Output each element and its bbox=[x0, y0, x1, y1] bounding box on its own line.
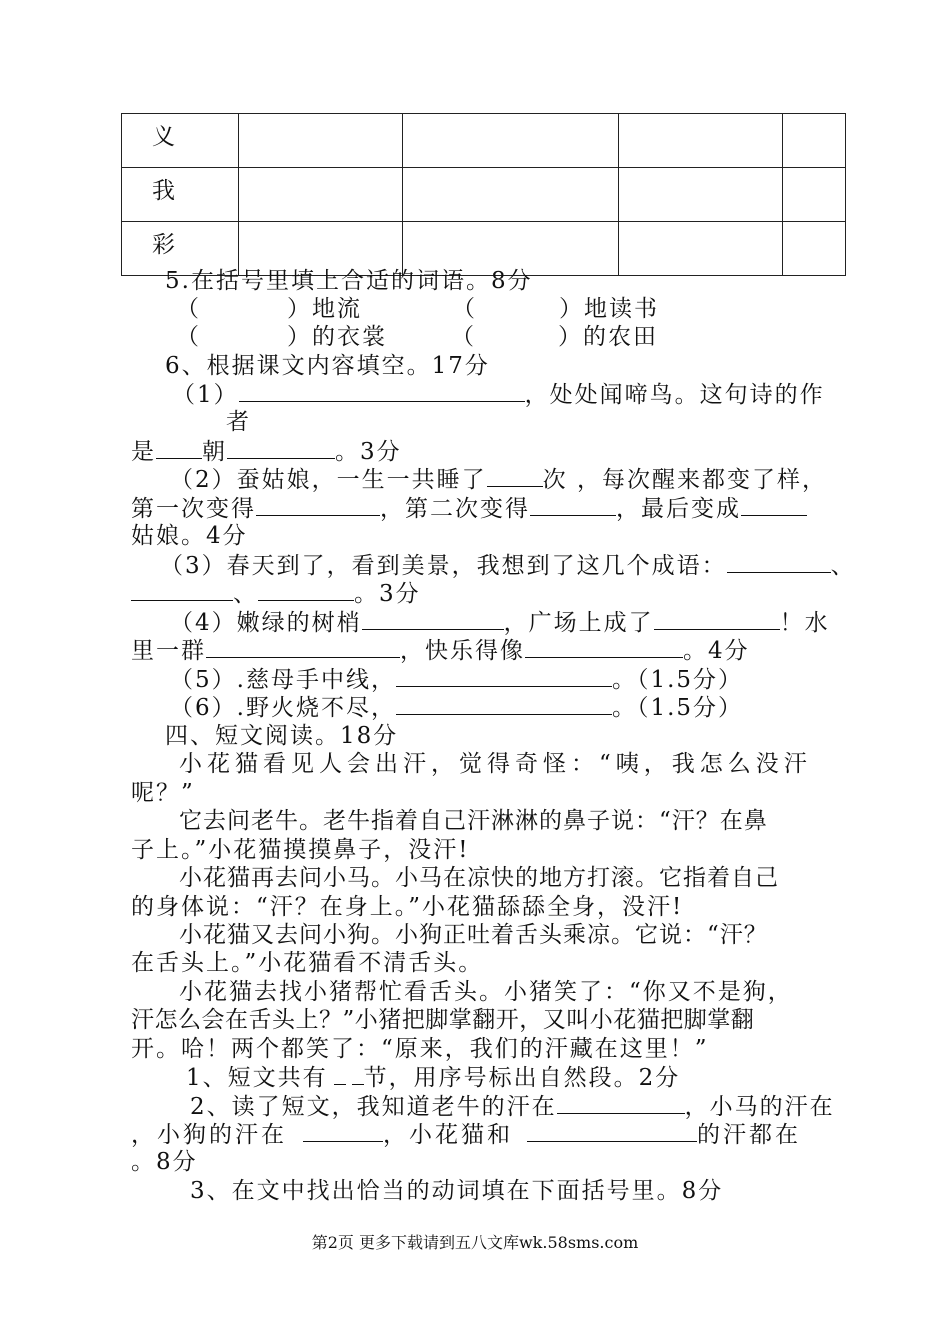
answer-cell[interactable] bbox=[619, 114, 783, 168]
blank-line[interactable] bbox=[239, 379, 525, 402]
q6-text: （6）.野火烧不尽， bbox=[170, 695, 396, 721]
q6-line bbox=[170, 607, 830, 638]
s4-q2-text: 。8分 bbox=[131, 1149, 198, 1175]
q6-text: ，快乐得像 bbox=[400, 638, 525, 664]
blank-line[interactable] bbox=[525, 635, 683, 658]
s4-q2-line bbox=[190, 1091, 835, 1122]
table-char-cell: 我 bbox=[122, 168, 239, 222]
blank-line[interactable] bbox=[206, 635, 400, 658]
q6-line bbox=[170, 464, 827, 495]
s4-q1-line bbox=[186, 1062, 680, 1093]
blank-line[interactable] bbox=[227, 436, 335, 459]
q5-text: （ bbox=[451, 324, 476, 350]
table-char-cell: 彩 bbox=[122, 222, 239, 276]
q5-text: ）的农田 bbox=[558, 324, 658, 350]
q6-line bbox=[131, 578, 421, 609]
q6-text: ，广场上成了 bbox=[503, 610, 654, 636]
blank-line[interactable] bbox=[396, 664, 612, 687]
passage-line: 小花猫又去问小狗。小狗正吐着舌头乘凉。它说：“汗？ bbox=[179, 922, 768, 948]
s4-q1-text: 1、短文共有 bbox=[186, 1065, 328, 1091]
q6-line bbox=[170, 664, 743, 695]
q6-text: （1） bbox=[172, 382, 239, 408]
q6-text: 。（1.5分） bbox=[611, 695, 744, 721]
q6-line bbox=[170, 692, 743, 723]
blank-line[interactable] bbox=[654, 607, 780, 630]
q6-text: ，第二次变得 bbox=[380, 496, 530, 522]
q6-text: ，最后变成 bbox=[616, 496, 741, 522]
q6-text: 朝 bbox=[202, 439, 227, 465]
character-table bbox=[121, 113, 846, 276]
q5-text: ）地读书 bbox=[559, 296, 659, 322]
s4-q2-text: 2、读了短文，我知道老牛的汗在 bbox=[190, 1094, 557, 1120]
answer-cell[interactable] bbox=[783, 222, 846, 276]
q6-text: （3）春天到了，看到美景，我想到了这几个成语： bbox=[160, 553, 727, 579]
q6-text: （5）.慈母手中线， bbox=[170, 667, 396, 693]
q6-title: 6、根据课文内容填空。17分 bbox=[165, 353, 490, 379]
q5-text: ）地流 bbox=[287, 296, 362, 322]
passage-line: 呢？” bbox=[131, 780, 195, 806]
s4-q2-text: ，小狗的汗在 bbox=[131, 1122, 287, 1148]
table-row bbox=[122, 114, 846, 168]
s4-q3: 3、在文中找出恰当的动词填在下面括号里。8分 bbox=[190, 1178, 724, 1204]
q6-text: 、 bbox=[233, 581, 258, 607]
q6-text: 、 bbox=[830, 553, 856, 579]
s4-q2-line bbox=[131, 1119, 801, 1150]
q5-text: （ bbox=[452, 296, 477, 322]
s4-q1-text: 节，用序号标出自然段。2分 bbox=[363, 1065, 681, 1091]
blank-line[interactable] bbox=[527, 1119, 697, 1142]
passage-line: 开。哈！两个都笑了：“原来，我们的汗藏在这里！” bbox=[131, 1036, 709, 1062]
q6-text: ，处处闻啼鸟。这句诗的作 bbox=[524, 382, 825, 408]
answer-cell[interactable] bbox=[783, 168, 846, 222]
q6-text: 。3分 bbox=[354, 581, 421, 607]
page-footer: 第2页 更多下载请到五八文库wk.58sms.com bbox=[311, 1233, 639, 1252]
table-char-cell: 义 bbox=[122, 114, 239, 168]
blank-line[interactable] bbox=[741, 493, 807, 516]
s4-q2-text: 的汗都在 bbox=[697, 1122, 801, 1148]
answer-cell[interactable] bbox=[783, 114, 846, 168]
s4-q2-text: ，小花猫和 bbox=[383, 1122, 513, 1148]
passage-line: 汗怎么会在舌头上？”小猪把脚掌翻开，又叫小花猫把脚掌翻 bbox=[131, 1007, 755, 1033]
q6-text: 是 bbox=[131, 439, 156, 465]
passage-line: 子上。”小花猫摸摸鼻子，没汗! bbox=[131, 837, 470, 863]
blank-line[interactable] bbox=[352, 1062, 364, 1085]
q6-line bbox=[172, 379, 825, 410]
blank-line[interactable] bbox=[487, 464, 543, 487]
s4-q2-text: ，小马的汗在 bbox=[684, 1094, 835, 1120]
answer-cell[interactable] bbox=[403, 114, 619, 168]
q5-line-2 bbox=[176, 322, 658, 352]
table-row bbox=[122, 168, 846, 222]
blank-line[interactable] bbox=[727, 550, 831, 573]
passage-line: 的身体说：“汗？在身上。”小花猫舔舔全身，没汗! bbox=[131, 894, 684, 920]
answer-cell[interactable] bbox=[619, 222, 783, 276]
q6-text: 姑娘。4分 bbox=[131, 523, 248, 549]
answer-cell[interactable] bbox=[403, 168, 619, 222]
blank-line[interactable] bbox=[334, 1062, 346, 1085]
blank-line[interactable] bbox=[362, 607, 504, 630]
answer-cell[interactable] bbox=[239, 168, 403, 222]
q6-text: 次 ，每次醒来都变了样， bbox=[542, 467, 827, 493]
answer-cell[interactable] bbox=[619, 168, 783, 222]
q5-text: ）的衣裳 bbox=[287, 324, 387, 350]
q6-text: 。（1.5分） bbox=[611, 667, 744, 693]
q6-text: ！水 bbox=[779, 610, 830, 636]
q5-line-1 bbox=[176, 294, 659, 324]
blank-line[interactable] bbox=[303, 1119, 383, 1142]
blank-line[interactable] bbox=[256, 493, 380, 516]
passage-line: 小花猫再去问小马。小马在凉快的地方打滚。它指着自己 bbox=[179, 865, 779, 891]
passage-line: 在舌头上。”小花猫看不清舌头。 bbox=[131, 950, 484, 976]
q6-line bbox=[131, 635, 750, 666]
q6-text: 者 bbox=[226, 409, 251, 435]
passage-line: 小花猫去找小猪帮忙看舌头。小猪笑了：“你又不是狗， bbox=[179, 979, 793, 1005]
blank-line[interactable] bbox=[156, 436, 202, 459]
blank-line[interactable] bbox=[258, 578, 354, 601]
q6-line bbox=[131, 436, 402, 467]
passage-line: 它去问老牛。老牛指着自己汗淋淋的鼻子说：“汗？在鼻 bbox=[179, 808, 768, 834]
q6-text: （4）嫩绿的树梢 bbox=[170, 610, 362, 636]
q5-text: （ bbox=[176, 296, 201, 322]
blank-line[interactable] bbox=[530, 493, 616, 516]
q6-line bbox=[160, 550, 856, 581]
q5-text: （ bbox=[176, 324, 201, 350]
passage-line: 小花猫看见人会出汗，觉得奇怪：“咦，我怎么没汗 bbox=[179, 751, 812, 777]
q6-text: 。4分 bbox=[683, 638, 750, 664]
blank-line[interactable] bbox=[131, 578, 233, 601]
section4-title: 四、短文阅读。18分 bbox=[165, 723, 399, 749]
q5-title: 5.在括号里填上合适的词语。8分 bbox=[165, 268, 533, 294]
q6-text: 第一次变得 bbox=[131, 496, 256, 522]
answer-cell[interactable] bbox=[239, 114, 403, 168]
blank-line[interactable] bbox=[557, 1091, 685, 1114]
blank-line[interactable] bbox=[396, 692, 612, 715]
q6-text: （2）蚕姑娘，一生一共睡了 bbox=[170, 467, 487, 493]
q6-text: 。3分 bbox=[335, 439, 402, 465]
q6-line bbox=[131, 493, 807, 524]
q6-text: 里一群 bbox=[131, 638, 206, 664]
